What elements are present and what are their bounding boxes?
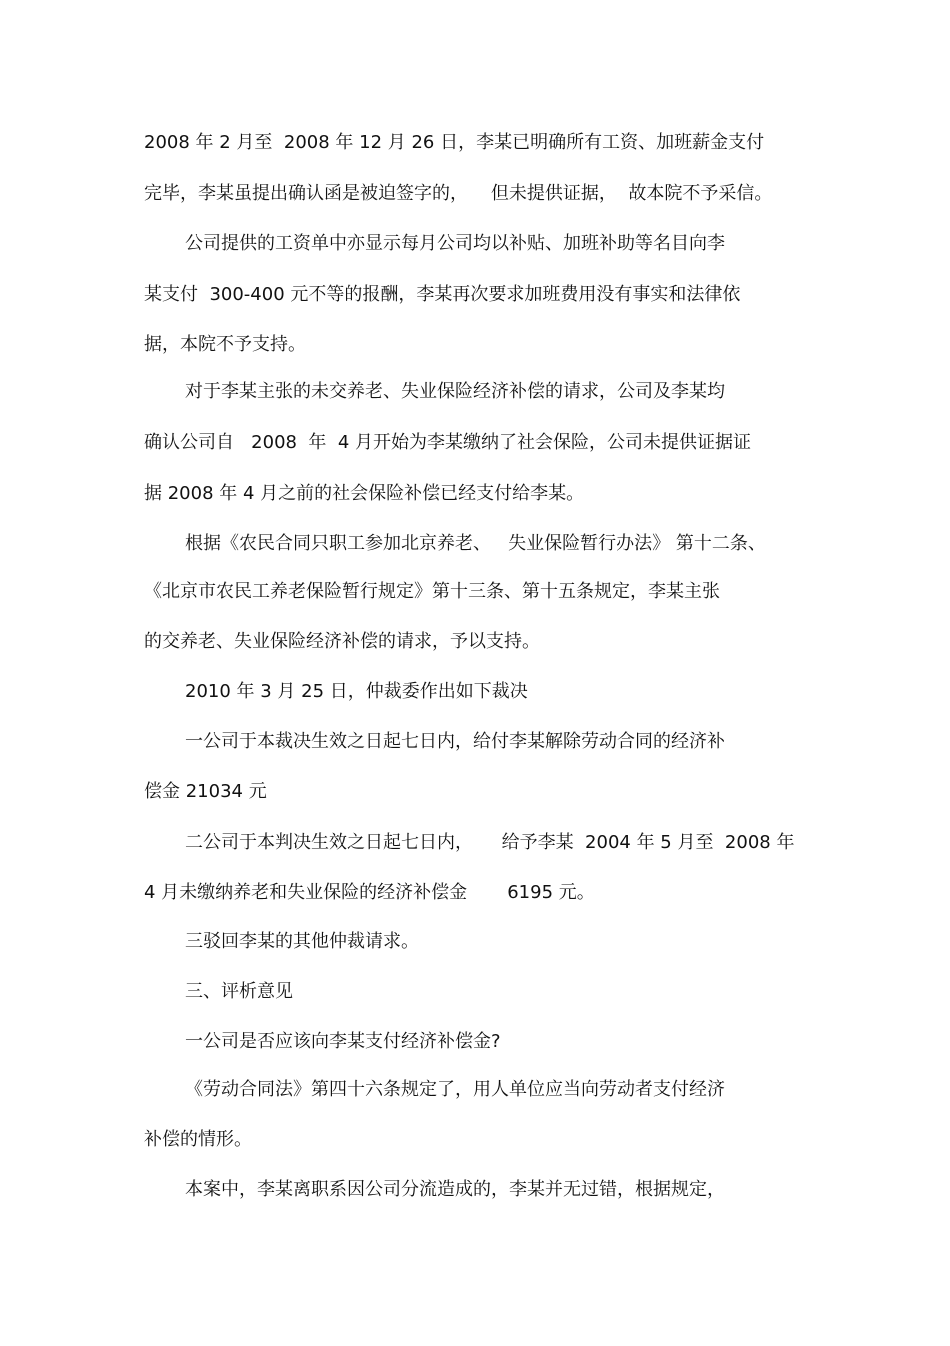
text-line: 的交养老、失业保险经济补偿的请求，予以支持。 xyxy=(144,631,540,652)
text-line: 2008 年 2 月至 2008 年 12 月 26 日，李某已明确所有工资、加班薪金支付 xyxy=(144,132,765,153)
text-line: 完毕，李某虽提出确认函是被迫签字的， 但未提供证据， 故本院不予采信。 xyxy=(144,183,773,204)
text-line: 公司提供的工资单中亦显示每月公司均以补贴、加班补助等名目向李 xyxy=(185,233,725,254)
text-line: 确认公司自 2008 年 4 月开始为李某缴纳了社会保险，公司未提供证据证 xyxy=(144,432,752,453)
text-line: 4 月未缴纳养老和失业保险的经济补偿金 6195 元。 xyxy=(144,882,595,903)
text-line: 《北京市农民工养老保险暂行规定》第十三条、第十五条规定，李某主张 xyxy=(144,581,720,602)
text-line: 据 2008 年 4 月之前的社会保险补偿已经支付给李某。 xyxy=(144,483,585,504)
section-heading: 三、评析意见 xyxy=(185,981,293,1002)
text-line: 据，本院不予支持。 xyxy=(144,334,306,355)
text-line: 某支付 300-400 元不等的报酬，李某再次要求加班费用没有事实和法律依 xyxy=(144,284,741,305)
text-line: 一公司于本裁决生效之日起七日内，给付李某解除劳动合同的经济补 xyxy=(185,731,725,752)
text-line: 三驳回李某的其他仲裁请求。 xyxy=(185,931,419,952)
text-line: 补偿的情形。 xyxy=(144,1129,252,1150)
text-line: 偿金 21034 元 xyxy=(144,781,267,802)
text-line: 对于李某主张的未交养老、失业保险经济补偿的请求，公司及李某均 xyxy=(185,381,725,402)
text-line: 根据《农民合同只职工参加北京养老、 失业保险暂行办法》 第十二条、 xyxy=(185,533,766,554)
text-line: 二公司于本判决生效之日起七日内， 给予李某 2004 年 5 月至 2008 年 xyxy=(185,832,795,853)
text-line: 本案中，李某离职系因公司分流造成的，李某并无过错，根据规定， xyxy=(185,1179,725,1200)
text-line: 2010 年 3 月 25 日，仲裁委作出如下裁决 xyxy=(185,681,528,702)
text-line: 一公司是否应该向李某支付经济补偿金? xyxy=(185,1031,501,1052)
text-line: 《劳动合同法》第四十六条规定了，用人单位应当向劳动者支付经济 xyxy=(185,1079,725,1100)
